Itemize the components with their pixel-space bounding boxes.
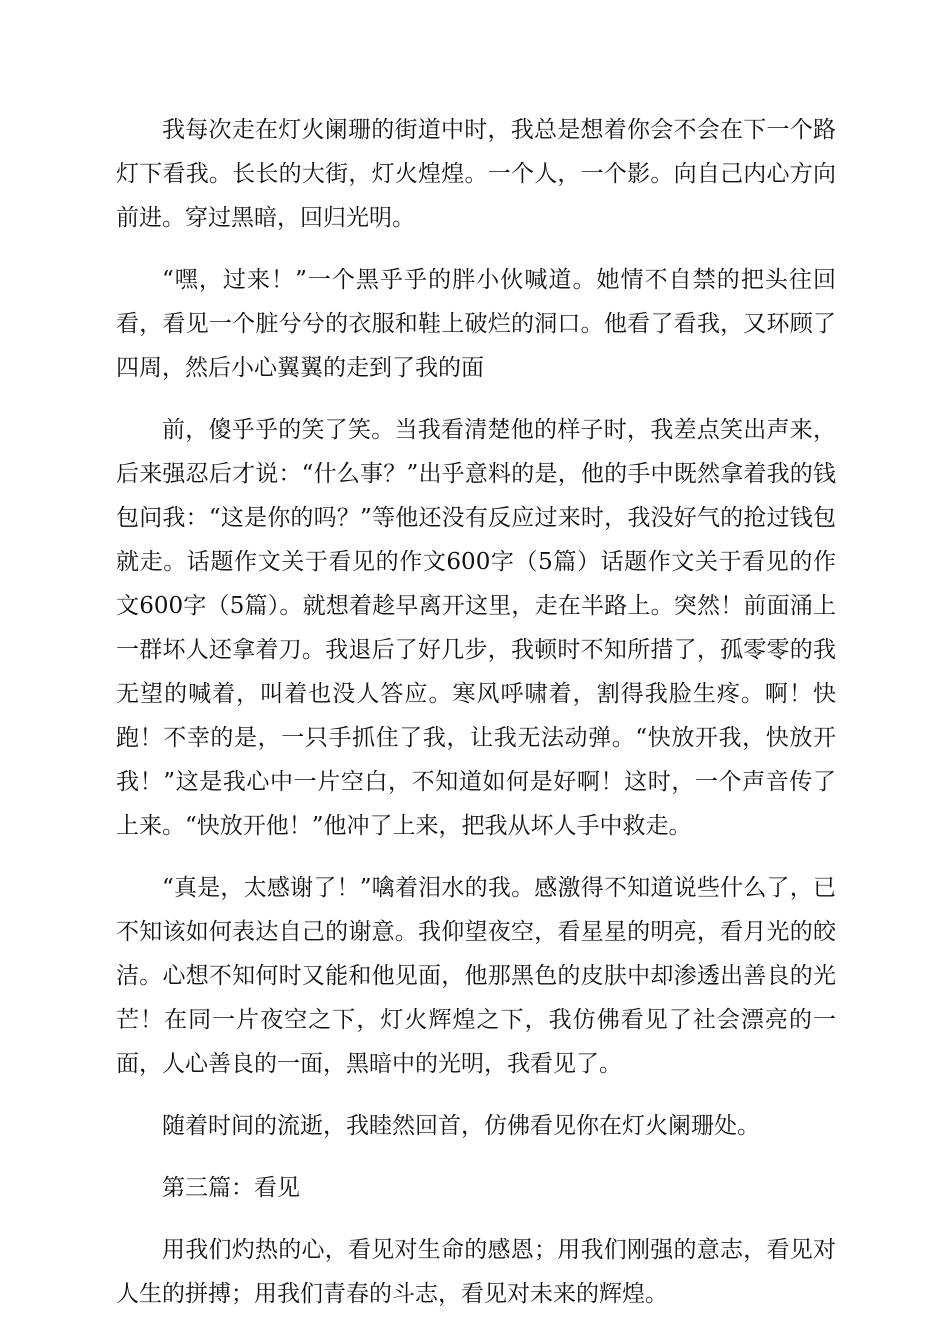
paragraph-4: “真是，太感谢了！”噙着泪水的我。感激得不知道说些什么了，已不知该如何表达自己的谢意。我仰望夜空，看星星的明亮，看月光的皎洁。心想不知何时又能和他见面，他那黑色的皮肤中却渗透出善良的光芒！在同一片夜空之下，灯火辉煌之下，我仿佛看见了社会漂亮的一面，人心善良的一面，黑暗中的光明，我看见了。 — [116, 875, 836, 1077]
paragraph-2: “嘿，过来！”一个黑乎乎的胖小伙喊道。她情不自禁的把头往回看，看见一个脏兮兮的衣服和鞋上破烂的洞口。他看了看我，又环顾了四周，然后小心翼翼的走到了我的面 — [116, 267, 836, 381]
paragraph-1: 我每次走在灯火阑珊的街道中时，我总是想着你会不会在下一个路灯下看我。长长的大街，灯火煌煌。一个人，一个影。向自己内心方向前进。穿过黑暗，回归光明。 — [116, 117, 836, 231]
paragraph-3: 前，傻乎乎的笑了笑。当我看清楚他的样子时，我差点笑出声来，后来强忍后才说：“什么事？”出乎意料的是，他的手中既然拿着我的钱包问我：“这是你的吗？”等他还没有反应过来时，我没好气的抢过钱包就走。话题作文关于看见的作文600字（5篇）话题作文关于看见的作文600字（5篇）。就想着趁早离开这里，走在半路上。突然！前面涌上一群坏人还拿着刀。我退后了好几步，我顿时不知所措了，孤零零的我无望的喊着，叫着也没人答应。寒风呼啸着，割得我脸生疼。啊！快跑！不幸的是，一只手抓住了我，让我无法动弹。“快放开我，快放开我！”这是我心中一片空白，不知道如何是好啊！这时，一个声音传了上来。“快放开他！”他冲了上来，把我从坏人手中救走。 — [116, 417, 836, 839]
paragraph-6: 用我们灼热的心，看见对生命的感恩；用我们刚强的意志，看见对人生的拼搏；用我们青春的斗志，看见对未来的辉煌。 — [116, 1237, 836, 1307]
section-heading: 第三篇：看见 — [162, 1175, 300, 1201]
paragraph-5: 随着时间的流逝，我睦然回首，仿佛看见你在灯火阑珊处。 — [162, 1113, 760, 1139]
document-body — [116, 108, 836, 1334]
